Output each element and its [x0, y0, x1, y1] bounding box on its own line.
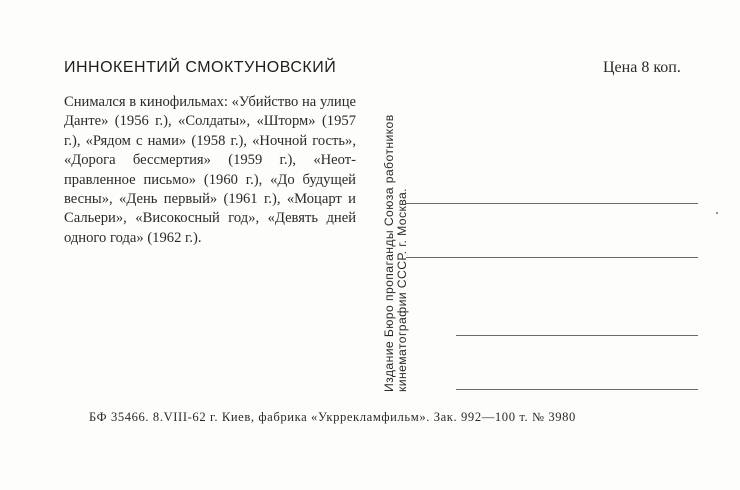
address-line-3 [456, 335, 698, 336]
publisher-imprint [383, 72, 409, 392]
publisher-line-1: Издание Бюро пропаганды Союза работников [382, 114, 396, 392]
publisher-line-2: кинематографии СССР. г. Москва. [395, 188, 409, 392]
print-imprint-footer: БФ 35466. 8.VIII-62 г. Киев, фабрика «Укррекламфильм». Зак. 992—100 т. № 3980 [89, 410, 576, 424]
address-line-4 [456, 389, 698, 390]
filmography-text: Снимался в кинофильмах: «Убийство на улице Данте» (1956 г.), «Солдаты», «Шторм» (1957 г.), «Рядом с нами» (1958 г.), «Ночной гость», «Дорога бессмертия» (1959 г.), «Неотправленное письмо» (1960 г.), «До будущей весны», «День первый» (1961 г.), «Моцарт и Сальери», «Високосный год», «Девять дней одного года» (1962 г.). [64, 94, 356, 246]
address-line-2 [406, 257, 698, 258]
price-label: Цена 8 коп. [603, 59, 681, 76]
address-line-1 [406, 203, 698, 204]
speck-mark [716, 212, 718, 214]
actor-name-heading: ИННОКЕНТИЙ СМОКТУНОВСКИЙ [64, 59, 337, 76]
